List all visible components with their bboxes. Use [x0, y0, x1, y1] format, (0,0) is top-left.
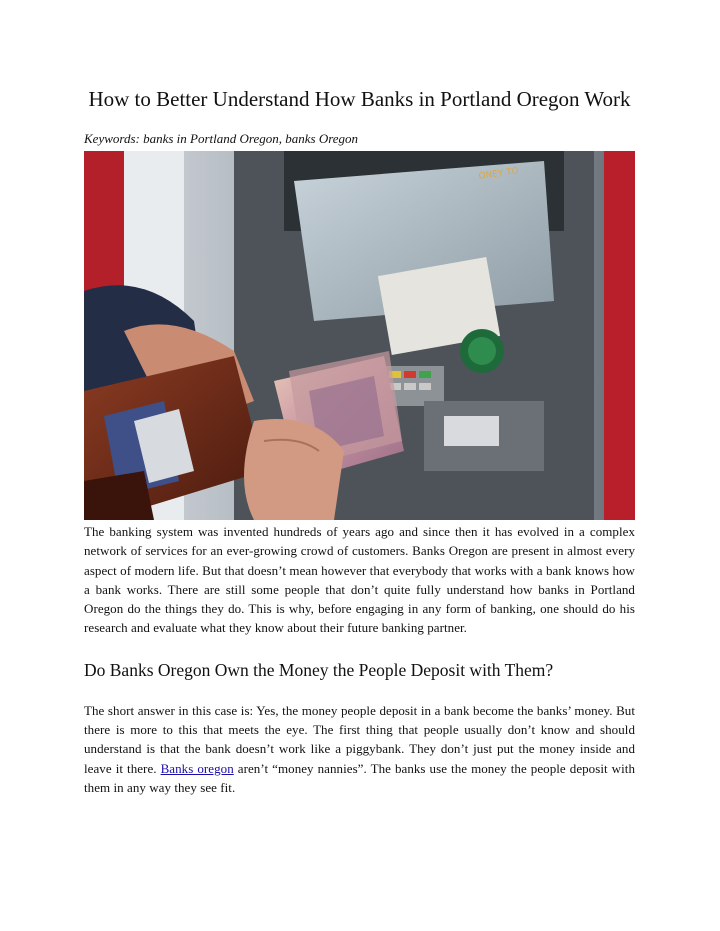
banks-oregon-link[interactable]: Banks oregon [160, 760, 234, 776]
intro-paragraph: The banking system was invented hundreds of years ago and since then it has evolved in a complex network of services for an ever-growing crowd of customers. Banks Oregon are present in almost every aspect of modern life. But that doesn’t mean however that everybody that works with a bank knows how a bank works. There are still some people that don’t quite fully understand how banks in Portland Oregon do the things they do. This is why, before engaging in any form of banking, one should do his research and evaluate what they know about their future banking partner. [84, 524, 635, 636]
section-paragraph [84, 701, 635, 797]
section-paragraph-text-1: The short answer in this case is: Yes, the money people deposit in a bank become the banks’ money. But there is more to this that meets the eye. The first thing that people usually don’t know and should understand is that the bank doesn’t work like a piggybank. They don’t just put the money inside and leave it there. [84, 702, 635, 776]
section-heading: Do Banks Oregon Own the Money the People Deposit with Them? [84, 659, 554, 680]
atm-label: ONEY TO [478, 166, 520, 182]
document-title: How to Better Understand How Banks in Portland Oregon Work [88, 87, 631, 111]
document-page [84, 84, 635, 797]
keywords-line: Keywords: banks in Portland Oregon, banks Oregon [84, 131, 359, 146]
section-paragraph-text-2: aren’t “money nannies”. The banks use the money the people deposit with them in any way they see fit. [84, 760, 635, 795]
atm-photo-illustration [84, 151, 635, 520]
atm-photo [84, 151, 635, 520]
